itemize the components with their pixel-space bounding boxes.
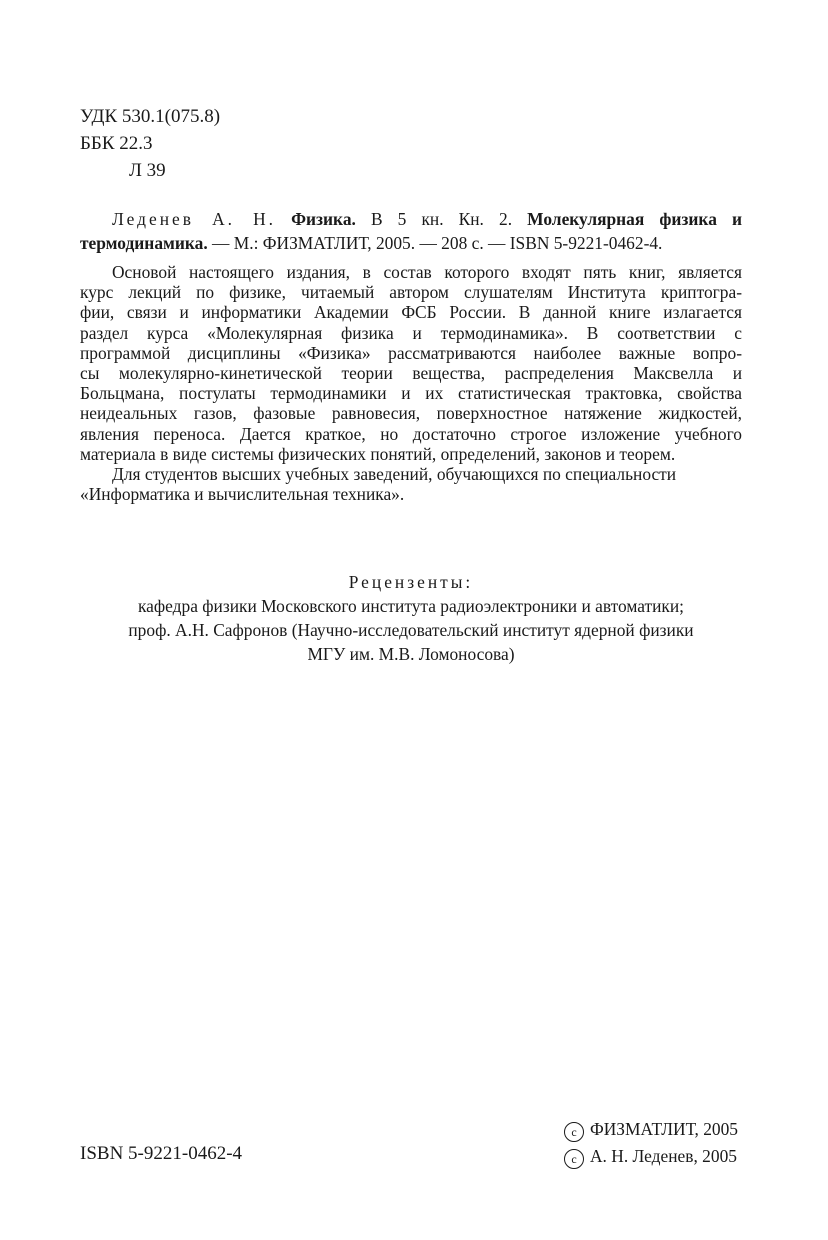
copyright-author-line <box>564 1143 738 1170</box>
abstract-line: Основой настоящего издания, в состав которого входят пять книг, является <box>112 262 742 282</box>
abstract-line: раздел курса «Молекулярная физика и термодинамика». В соответствии с <box>80 322 742 343</box>
abstract <box>80 262 742 504</box>
reviewer-line: МГУ им. М.В. Ломоносова) <box>307 644 515 664</box>
citation-subtitle-part1: Молекулярная физика и <box>527 209 743 229</box>
abstract-line: программой дисциплины «Физика» рассматриваются наиболее важные вопро- <box>80 342 742 363</box>
abstract-line: неидеальных газов, фазовые равновесия, поверхностное натяжение жидкостей, <box>80 403 742 424</box>
copyright-author: А. Н. Леденев, 2005 <box>590 1146 737 1166</box>
copyright-publisher-line <box>564 1116 738 1143</box>
bbk-code: ББК 22.3 <box>80 133 153 154</box>
abstract-line: сы молекулярно-кинетической теории вещества, распределения Максвелла и <box>80 363 742 384</box>
abstract-line: Для студентов высших учебных заведений, обучающихся по специальности <box>112 464 677 485</box>
reviewers-block <box>80 570 742 666</box>
copyright-publisher: ФИЗМАТЛИТ, 2005 <box>590 1119 738 1139</box>
classification-block <box>80 103 220 184</box>
abstract-paragraph-1 <box>80 262 742 464</box>
abstract-line: явления переноса. Дается краткое, но достаточно строгое изложение учебного <box>80 423 742 444</box>
reviewers-heading: Рецензенты: <box>348 572 474 592</box>
isbn-number: ISBN 5-9221-0462-4 <box>80 1143 243 1164</box>
citation-line-2 <box>80 233 662 253</box>
abstract-line: фии, связи и информатики Академии ФСБ России. В данной книге излагается <box>80 302 742 323</box>
reviewer-line: проф. А.Н. Сафронов (Научно-исследовательский институт ядерной физики <box>128 620 694 640</box>
copyright-icon: c <box>564 1149 584 1169</box>
copyright-icon: c <box>564 1122 584 1142</box>
citation-subtitle-part2: термодинамика. <box>80 233 208 253</box>
udk-code: УДК 530.1(075.8) <box>80 106 221 127</box>
abstract-line: курс лекций по физике, читаемый автором слушателям Института криптогра- <box>80 282 742 303</box>
author-mark: Л 39 <box>129 160 166 181</box>
abstract-line: материала в виде системы физических понятий, определений, законов и теорем. <box>80 443 676 464</box>
citation-imprint: — М.: ФИЗМАТЛИТ, 2005. — 208 с. — ISBN 5-9221-0462-4. <box>212 233 663 253</box>
abstract-line: Больцмана, постулаты термодинамики и их статистическая трактовка, свойства <box>80 383 742 404</box>
abstract-line: «Информатика и вычислительная техника». <box>80 484 405 505</box>
citation-title: Физика. <box>291 209 356 229</box>
reviewer-line: кафедра физики Московского института радиоэлектроники и автоматики; <box>138 596 684 616</box>
citation-author: Леденев А. Н. <box>112 209 276 229</box>
citation-series: В 5 кн. Кн. 2. <box>370 209 513 229</box>
copyright-block <box>564 1116 738 1170</box>
citation-line-1 <box>80 207 742 231</box>
abstract-paragraph-2 <box>80 464 742 504</box>
bibliographic-citation <box>80 207 742 255</box>
